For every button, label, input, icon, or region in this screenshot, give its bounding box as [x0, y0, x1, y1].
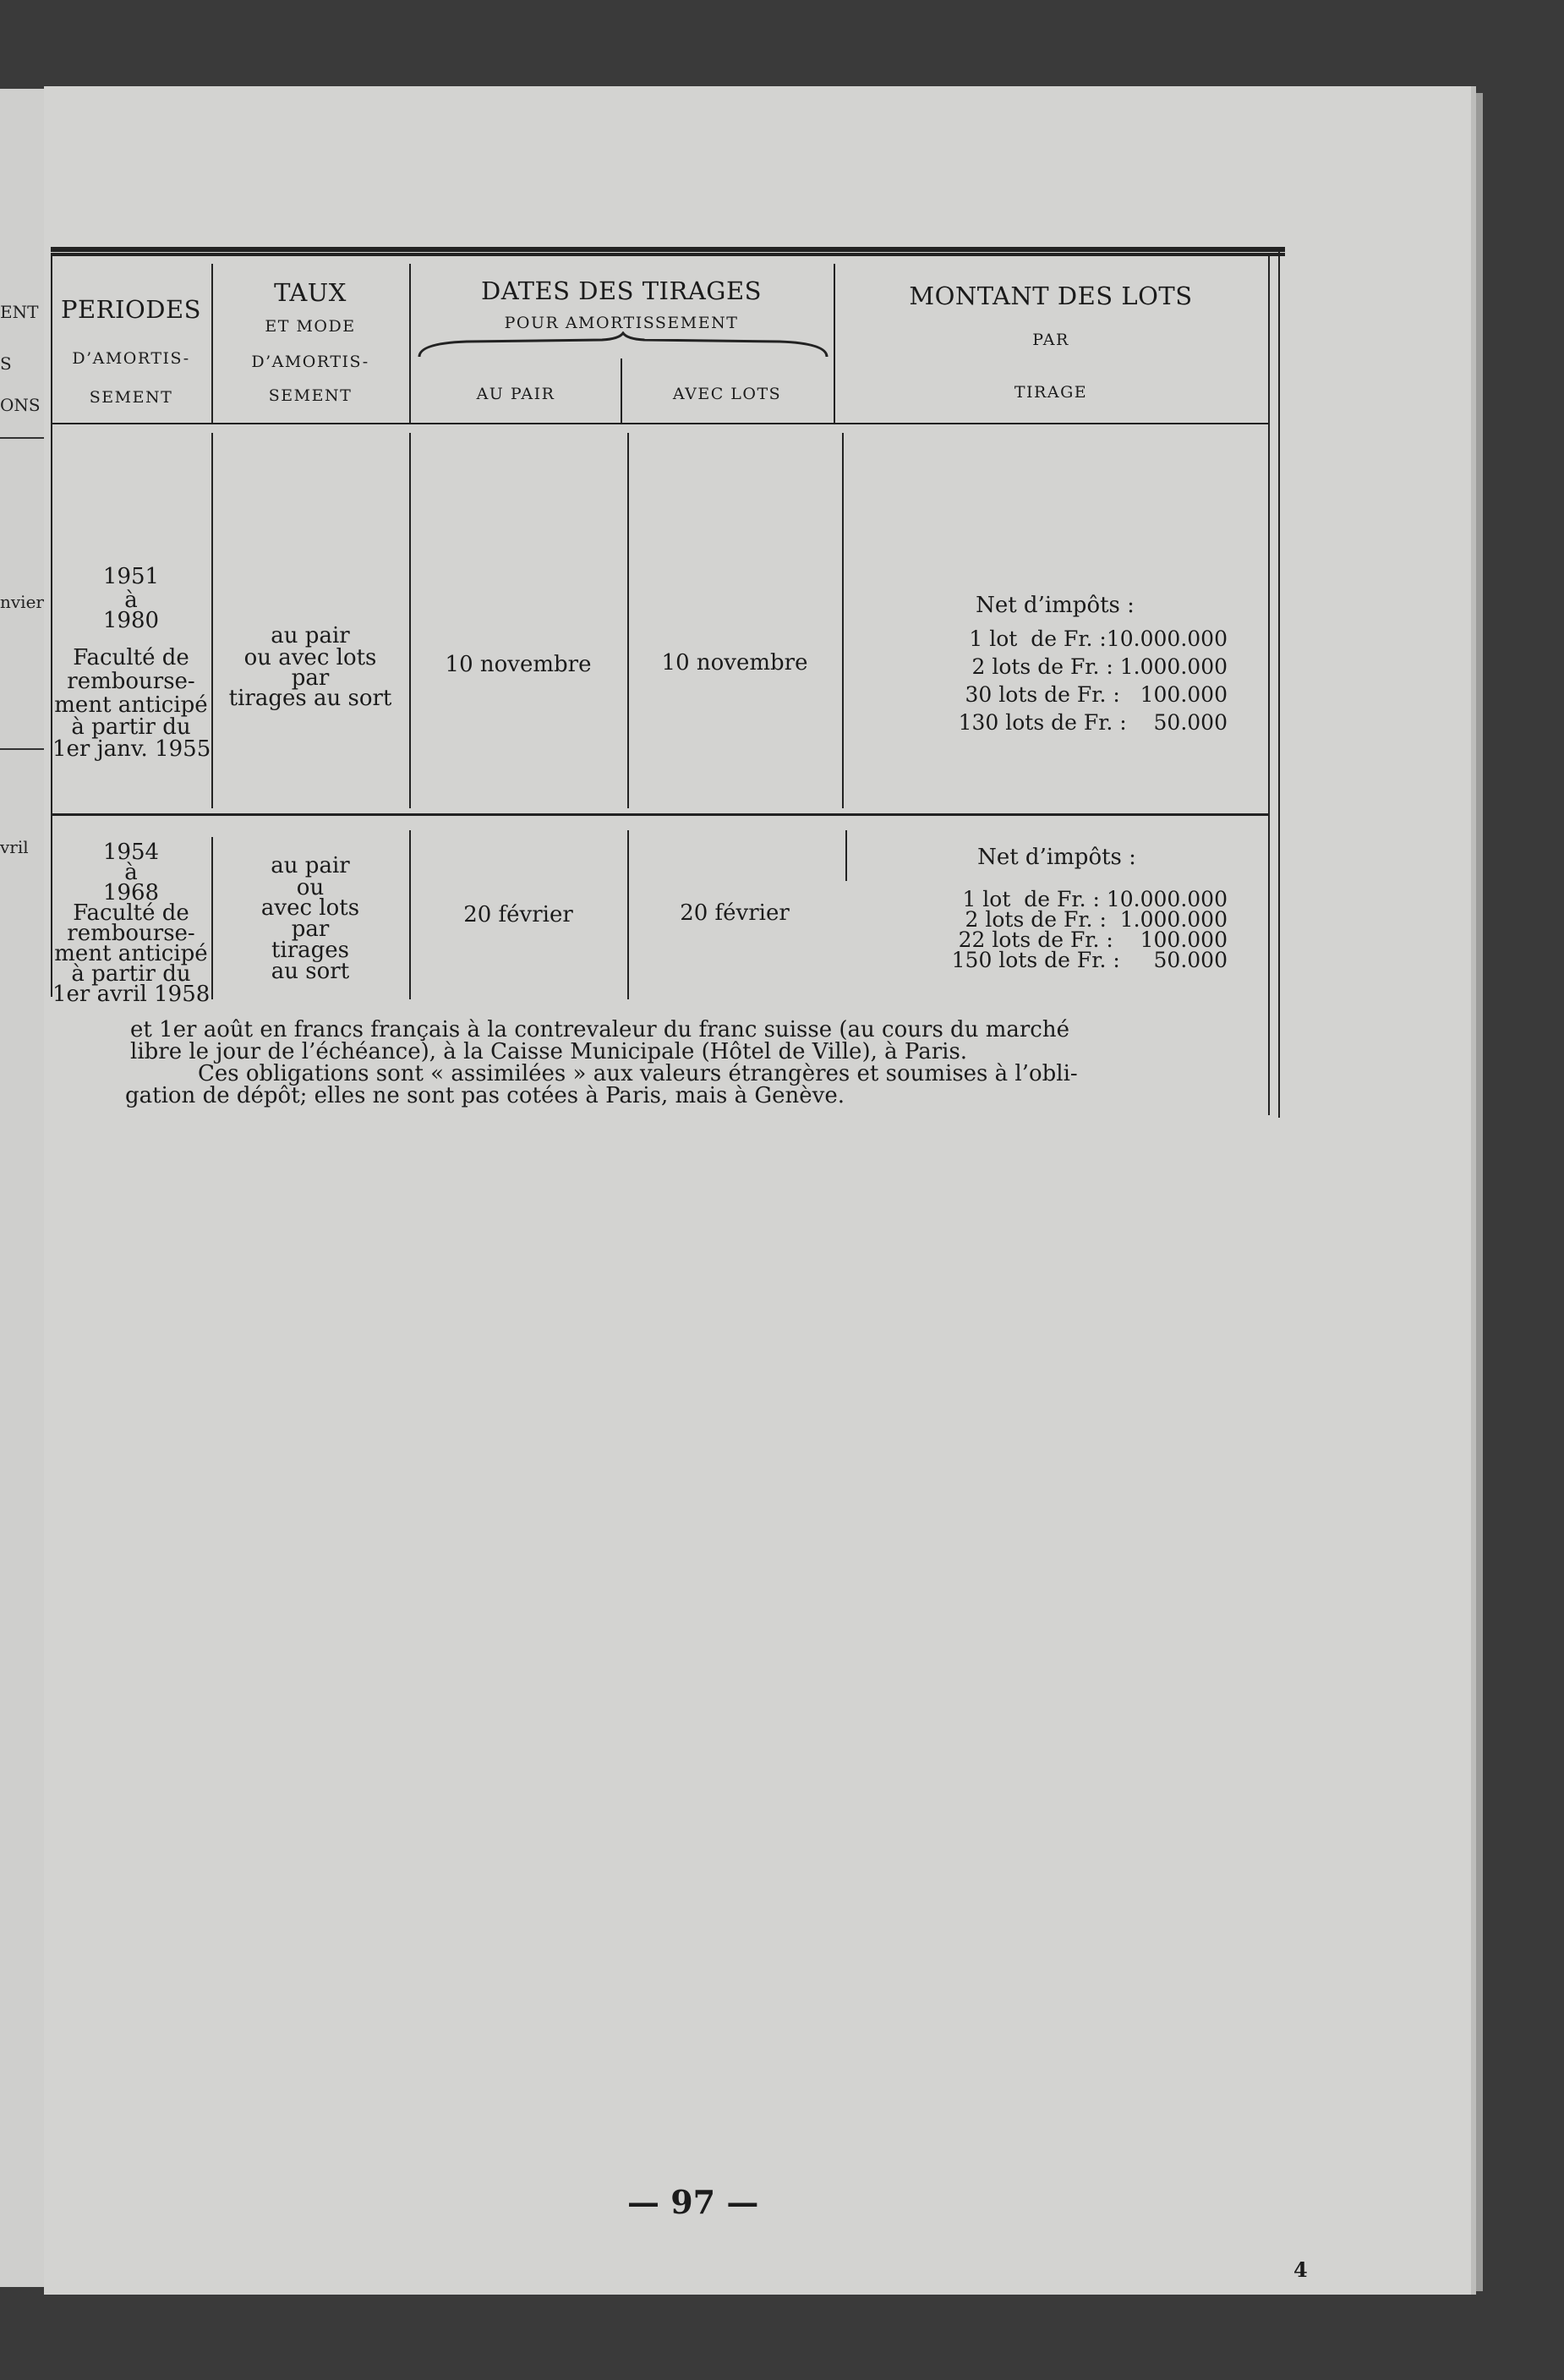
row1-periode: ment anticipé — [54, 692, 208, 718]
row1-lot: 1 lot de Fr. :10.000.000 — [969, 626, 1228, 651]
col-sep — [211, 837, 213, 999]
row2-periode: ment anticipé — [54, 941, 208, 966]
header-montant-sub: TIRAGE — [1014, 383, 1088, 402]
row2-periode: Faculté de — [73, 900, 189, 926]
header-au-pair: AU PAIR — [476, 385, 555, 403]
previous-page-edge — [0, 89, 46, 2287]
row2-lot: 150 lots de Fr. : 50.000 — [951, 948, 1228, 972]
body-paragraph-line: libre le jour de l’échéance), à la Caisse Municipale (Hôtel de Ville), à Paris. — [130, 1039, 968, 1064]
table-right-border — [1268, 253, 1270, 1115]
row2-periode: à partir du — [71, 961, 191, 987]
prev-fragment: vril — [0, 837, 29, 857]
col-sep — [621, 358, 622, 423]
row2-taux: par — [291, 916, 330, 942]
row2-au-pair: 20 février — [463, 902, 573, 927]
header-taux-sub: D’AMORTIS- — [251, 353, 369, 371]
row2-avec-lots: 20 février — [680, 900, 790, 926]
header-montant: MONTANT DES LOTS — [909, 282, 1193, 310]
row2-taux: au sort — [271, 959, 350, 984]
row2-lot: 22 lots de Fr. : 100.000 — [958, 927, 1228, 952]
row1-periode: à — [124, 588, 138, 613]
header-dates: DATES DES TIRAGES — [481, 276, 762, 305]
col-sep — [409, 830, 411, 999]
row1-au-pair: 10 novembre — [445, 652, 592, 677]
col-sep — [409, 433, 411, 808]
signature-mark: 4 — [1293, 2257, 1308, 2282]
row1-periode: à partir du — [71, 714, 191, 740]
row1-periode: 1er janv. 1955 — [52, 736, 211, 762]
table-top-rule — [51, 247, 1285, 252]
col-sep — [211, 433, 213, 808]
row1-taux: ou avec lots — [243, 645, 377, 670]
header-periodes: PERIODES — [60, 295, 202, 324]
body-paragraph-line: Ces obligations sont « assimilées » aux valeurs étrangères et soumises à l’obli- — [198, 1061, 1078, 1086]
row1-periode: 1980 — [102, 608, 160, 633]
col-sep — [834, 264, 835, 423]
body-paragraph-line: gation de dépôt; elles ne sont pas cotées à Paris, mais à Genève. — [125, 1083, 845, 1108]
header-avec-lots: AVEC LOTS — [672, 385, 782, 403]
col-sep — [842, 433, 844, 808]
document-page — [44, 86, 1476, 2295]
header-periodes-sub: D’AMORTIS- — [72, 349, 190, 368]
prev-fragment: S — [0, 353, 12, 374]
body-paragraph-line: et 1er août en francs français à la contrevaleur du franc suisse (au cours du marché — [130, 1017, 1069, 1042]
header-taux: TAUX — [274, 278, 347, 307]
row2-periode: à — [124, 860, 138, 885]
col-sep — [409, 264, 411, 423]
prev-fragment: ENT — [0, 302, 39, 322]
prev-rule — [0, 748, 44, 750]
row1-avec-lots: 10 novembre — [661, 650, 808, 676]
header-montant-sub: PAR — [1032, 331, 1069, 349]
header-taux-sub: SEMENT — [268, 386, 353, 405]
row2-periode: rembourse- — [67, 921, 195, 946]
col-sep — [845, 830, 847, 881]
row1-periode: 1951 — [102, 564, 160, 589]
row2-lot: 2 lots de Fr. : 1.000.000 — [965, 907, 1228, 932]
prev-rule — [0, 437, 44, 439]
row1-periode: rembourse- — [67, 669, 195, 694]
col-sep — [211, 264, 213, 423]
row1-taux: au pair — [271, 623, 350, 648]
header-periodes-sub: SEMENT — [89, 388, 173, 407]
header-bottom-rule — [51, 423, 1268, 424]
page-number: — 97 — — [627, 2183, 759, 2221]
table-right-border-outer — [1278, 247, 1280, 1118]
row-divider — [51, 813, 1268, 816]
row2-montant-title: Net d’impôts : — [977, 845, 1136, 870]
prev-fragment: ONS — [0, 395, 41, 415]
row1-lot: 130 lots de Fr. : 50.000 — [958, 710, 1228, 735]
row1-montant-title: Net d’impôts : — [976, 593, 1135, 618]
brace-icon — [416, 331, 830, 360]
table-top-rule-inner — [51, 253, 1285, 256]
header-taux-sub: ET MODE — [265, 317, 356, 336]
row1-lot: 2 lots de Fr. : 1.000.000 — [971, 654, 1228, 679]
row2-taux: ou — [296, 875, 325, 900]
row2-lot: 1 lot de Fr. : 10.000.000 — [962, 887, 1228, 911]
row2-periode: 1er avril 1958 — [52, 982, 211, 1007]
row1-taux: tirages au sort — [228, 686, 392, 711]
row2-taux: au pair — [271, 853, 350, 878]
header-dates-sub: POUR AMORTISSEMENT — [504, 314, 739, 332]
row1-taux: par — [291, 665, 330, 691]
row2-periode: 1954 — [102, 840, 160, 865]
row2-periode: 1968 — [102, 880, 160, 905]
prev-fragment: nvier — [0, 592, 44, 612]
row1-periode: Faculté de — [73, 645, 189, 670]
col-sep — [627, 433, 629, 808]
row1-lot: 30 lots de Fr. : 100.000 — [965, 682, 1228, 707]
row2-taux: avec lots — [260, 895, 360, 921]
col-sep — [627, 830, 629, 999]
row2-taux: tirages — [271, 938, 350, 963]
